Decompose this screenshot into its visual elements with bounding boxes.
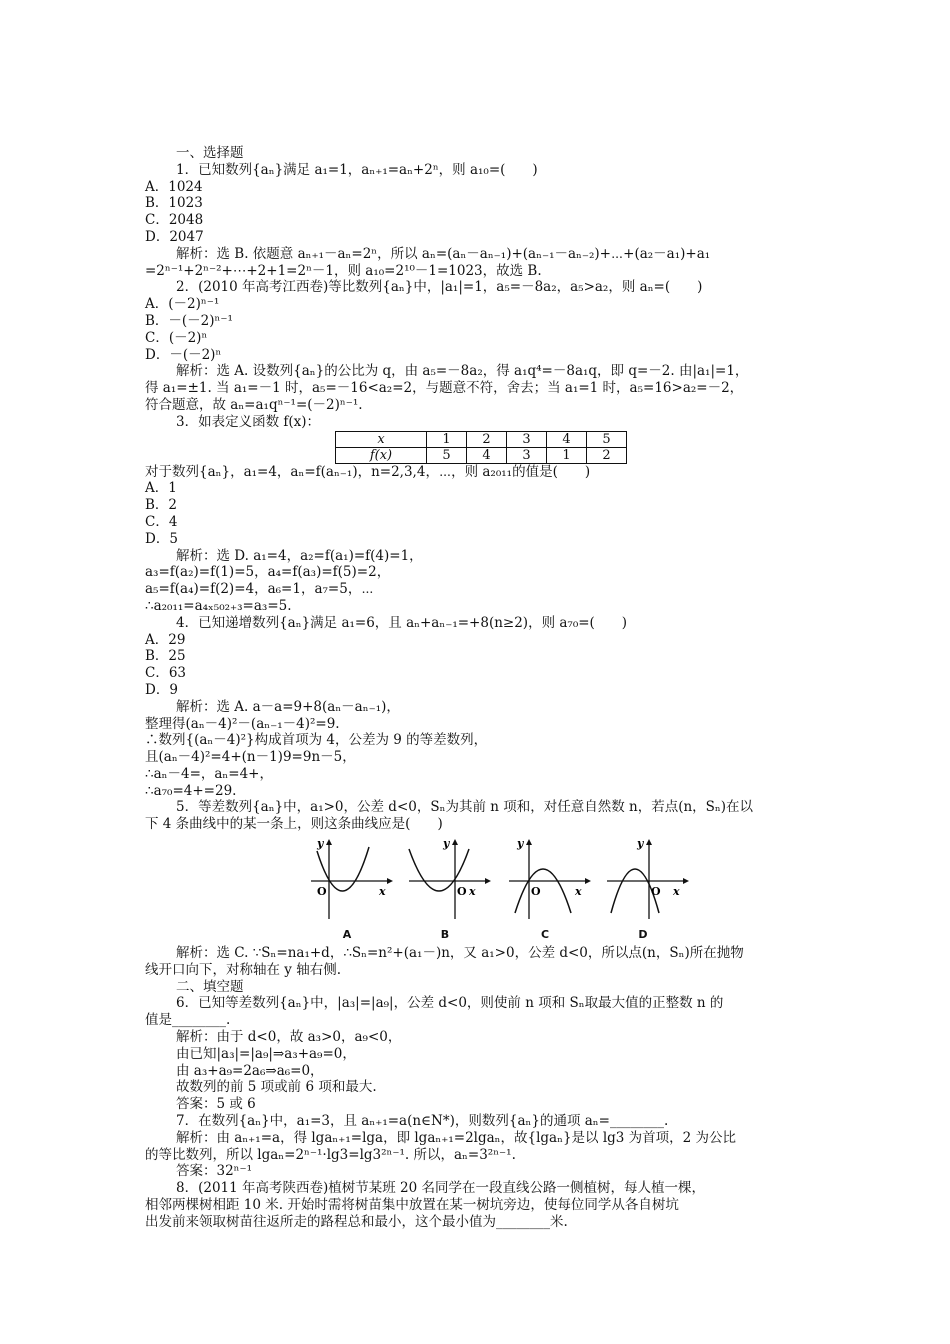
table-cell: 3 bbox=[507, 431, 547, 447]
text-line: ∴a₇₀=4+=29. bbox=[145, 782, 237, 799]
text-line: D．2047 bbox=[145, 228, 204, 245]
text-line: 线开口向下，对称轴在 y 轴右侧. bbox=[145, 961, 342, 978]
text-line: B．2 bbox=[145, 497, 178, 514]
text-line: 得 a₁=±1. 当 a₁=－1 时，a₅=－16<a₂=2，与题意不符，舍去；当 a₁=1 时，a₅=16>a₂=－2， bbox=[145, 380, 744, 397]
text-line: 1．已知数列{aₙ}满足 a₁=1，aₙ₊₁=aₙ+2ⁿ，则 a₁₀=( ) bbox=[176, 161, 538, 178]
text-line: 4．已知递增数列{aₙ}满足 a₁=6，且 aₙ+aₙ₋₁=+8(n≥2)，则 a₇₀=( ) bbox=[176, 614, 628, 631]
text-block-1 bbox=[145, 145, 810, 431]
table-head-fx: f(x) bbox=[336, 447, 427, 463]
origin-label: O bbox=[531, 885, 541, 899]
text-line: ∴aₙ－4=，aₙ=4+， bbox=[145, 765, 273, 782]
text-line: 解析：选 B. 依题意 aₙ₊₁－aₙ=2ⁿ，所以 aₙ=(aₙ－aₙ₋₁)+(aₙ₋₁－aₙ₋₂)+⋯+(a₂－a₁)+a₁ bbox=[176, 245, 711, 262]
table-cell: 1 bbox=[547, 447, 587, 463]
table-row-x bbox=[336, 431, 627, 447]
text-line: 的等比数列，所以 lgaₙ=2ⁿ⁻¹·lg3=lg3²ⁿ⁻¹. 所以，aₙ=3²ⁿ⁻¹. bbox=[145, 1146, 516, 1163]
text-line: 一、选择题 bbox=[176, 145, 244, 161]
text-line: 6．已知等差数列{aₙ}中，|a₃|=|a₉|，公差 d<0，则使前 n 项和 Sₙ取最大值的正整数 n 的 bbox=[176, 995, 724, 1012]
text-line: D．5 bbox=[145, 530, 178, 547]
axis-y-label: y bbox=[517, 837, 524, 851]
text-line: C．2048 bbox=[145, 212, 204, 229]
text-line: 解析：选 D. a₁=4，a₂=f(a₁)=f(4)=1， bbox=[176, 547, 423, 564]
graph-d bbox=[603, 837, 689, 941]
table-cell: 3 bbox=[507, 447, 547, 463]
text-line: 对于数列{aₙ}，a₁=4，aₙ=f(aₙ₋₁)，n=2,3,4，⋯，则 a₂₀₁₁的值是( ) bbox=[145, 463, 591, 480]
function-table bbox=[335, 431, 627, 464]
axis-x-label: x bbox=[673, 885, 680, 899]
text-line: a₅=f(a₄)=f(2)=4，a₆=1，a₇=5，⋯ bbox=[145, 581, 374, 598]
text-line: 解析：选 C. ∵Sₙ=na₁+d，∴Sₙ=n²+(a₁－)n，又 a₁>0，公差 d<0，所以点(n，Sₙ)所在抛物 bbox=[176, 945, 744, 962]
text-line: 值是________. bbox=[145, 1012, 231, 1029]
text-line: 解析：由 aₙ₊₁=a，得 lgaₙ₊₁=lga，即 lgaₙ₊₁=2lgaₙ，故{lgaₙ}是以 lg3 为首项，2 为公比 bbox=[176, 1129, 737, 1146]
graph-b-label: B bbox=[440, 928, 450, 942]
text-line: 5．等差数列{aₙ}中，a₁>0，公差 d<0，Sₙ为其前 n 项和，对任意自然数 n，若点(n，Sₙ)在以 bbox=[176, 799, 754, 816]
text-line: C．63 bbox=[145, 665, 187, 682]
table-cell: 2 bbox=[467, 431, 507, 447]
document-body bbox=[145, 145, 810, 1231]
text-line: 解析：选 A. a－a=9+8(aₙ－aₙ₋₁)， bbox=[176, 698, 400, 715]
table-cell: 2 bbox=[587, 447, 627, 463]
text-line: B．25 bbox=[145, 648, 186, 665]
text-line: 二、填空题 bbox=[176, 978, 244, 995]
text-line: C．(－2)ⁿ bbox=[145, 329, 208, 346]
graph-b bbox=[405, 837, 491, 941]
graph-b-plot bbox=[405, 837, 491, 923]
text-line: A．1024 bbox=[145, 178, 203, 195]
graph-c bbox=[505, 837, 591, 941]
text-line: a₃=f(a₂)=f(1)=5，a₄=f(a₃)=f(5)=2， bbox=[145, 564, 391, 581]
text-line: A．(－2)ⁿ⁻¹ bbox=[145, 296, 220, 313]
text-line: 8．(2011 年高考陕西卷)植树节某班 20 名同学在一段直线公路一侧植树，每人植一棵， bbox=[176, 1180, 706, 1197]
text-line: 出发前来领取树苗往返所走的路程总和最小，这个最小值为________米. bbox=[145, 1213, 568, 1230]
table-cell: 5 bbox=[587, 431, 627, 447]
axis-x-label: x bbox=[575, 885, 582, 899]
axis-y-label: y bbox=[443, 837, 450, 851]
graph-c-label: C bbox=[540, 928, 550, 942]
table-cell: 4 bbox=[467, 447, 507, 463]
graph-d-plot bbox=[603, 837, 689, 923]
origin-label: O bbox=[651, 885, 661, 899]
text-line: 符合题意，故 aₙ=a₁qⁿ⁻¹=(－2)ⁿ⁻¹. bbox=[145, 396, 363, 413]
text-block-3 bbox=[145, 945, 810, 1231]
text-line: 故数列的前 5 项或前 6 项和最大. bbox=[176, 1079, 377, 1096]
axis-y-label: y bbox=[637, 837, 644, 851]
text-line: C．4 bbox=[145, 513, 178, 530]
text-line: 解析：由于 d<0，故 a₃>0，a₉<0， bbox=[176, 1029, 402, 1046]
text-line: 3．如表定义函数 f(x)： bbox=[176, 413, 321, 430]
text-line: 整理得(aₙ－4)²－(aₙ₋₁－4)²=9. bbox=[145, 715, 340, 732]
graph-a-label: A bbox=[342, 928, 352, 942]
axis-x-label: x bbox=[469, 885, 476, 899]
text-line: B．－(－2)ⁿ⁻¹ bbox=[145, 312, 233, 329]
table-cell: 5 bbox=[427, 447, 467, 463]
text-line: B．1023 bbox=[145, 195, 203, 212]
table-head-x: x bbox=[336, 431, 427, 447]
graph-d-label: D bbox=[638, 928, 648, 942]
origin-label: O bbox=[457, 885, 467, 899]
curve-options bbox=[145, 837, 810, 945]
graph-a bbox=[307, 837, 393, 941]
text-line: A．29 bbox=[145, 631, 186, 648]
graph-c-plot bbox=[505, 837, 591, 923]
axis-y-label: y bbox=[317, 837, 324, 851]
origin-label: O bbox=[317, 885, 327, 899]
table-cell: 1 bbox=[427, 431, 467, 447]
text-line: =2ⁿ⁻¹+2ⁿ⁻²+⋯+2+1=2ⁿ－1，则 a₁₀=2¹⁰－1=1023，故选 B. bbox=[145, 262, 542, 279]
table-cell: 4 bbox=[547, 431, 587, 447]
text-line: D．9 bbox=[145, 681, 178, 698]
text-line: 解析：选 A. 设数列{aₙ}的公比为 q，由 a₅=－8a₂，得 a₁q⁴=－8a₁q，即 q=－2. 由|a₁|=1， bbox=[176, 363, 749, 380]
axis-x-label: x bbox=[379, 885, 386, 899]
text-line: ∴a₂₀₁₁=a₄ₓ₅₀₂₊₃=a₃=5. bbox=[145, 597, 292, 614]
text-line: 2．(2010 年高考江西卷)等比数列{aₙ}中，|a₁|=1，a₅=－8a₂，a₅>a₂，则 aₙ=( ) bbox=[176, 279, 703, 296]
text-line: 由已知|a₃|=|a₉|⇒a₃+a₉=0， bbox=[176, 1045, 356, 1062]
text-line: A．1 bbox=[145, 480, 177, 497]
text-line: 答案：32ⁿ⁻¹ bbox=[176, 1163, 253, 1180]
text-line: 下 4 条曲线中的某一条上，则这条曲线应是( ) bbox=[145, 816, 443, 833]
text-line: 且(aₙ－4)²=4+(n－1)9=9n－5， bbox=[145, 749, 356, 766]
text-block-2 bbox=[145, 464, 810, 834]
text-line: 由 a₃+a₉=2a₆⇒a₆=0， bbox=[176, 1062, 324, 1079]
graph-a-plot bbox=[307, 837, 393, 923]
text-line: D．－(－2)ⁿ bbox=[145, 346, 222, 363]
text-line: 相邻两棵树相距 10 米. 开始时需将树苗集中放置在某一树坑旁边，使每位同学从各自树坑 bbox=[145, 1197, 679, 1214]
text-line: 7．在数列{aₙ}中，a₁=3，且 aₙ₊₁=a(n∈N*)，则数列{aₙ}的通项 aₙ=________. bbox=[176, 1113, 669, 1130]
text-line: 答案：5 或 6 bbox=[176, 1096, 256, 1113]
text-line: ∴数列{(aₙ－4)²}构成首项为 4，公差为 9 的等差数列， bbox=[145, 732, 488, 749]
table-row-fx bbox=[336, 447, 627, 463]
